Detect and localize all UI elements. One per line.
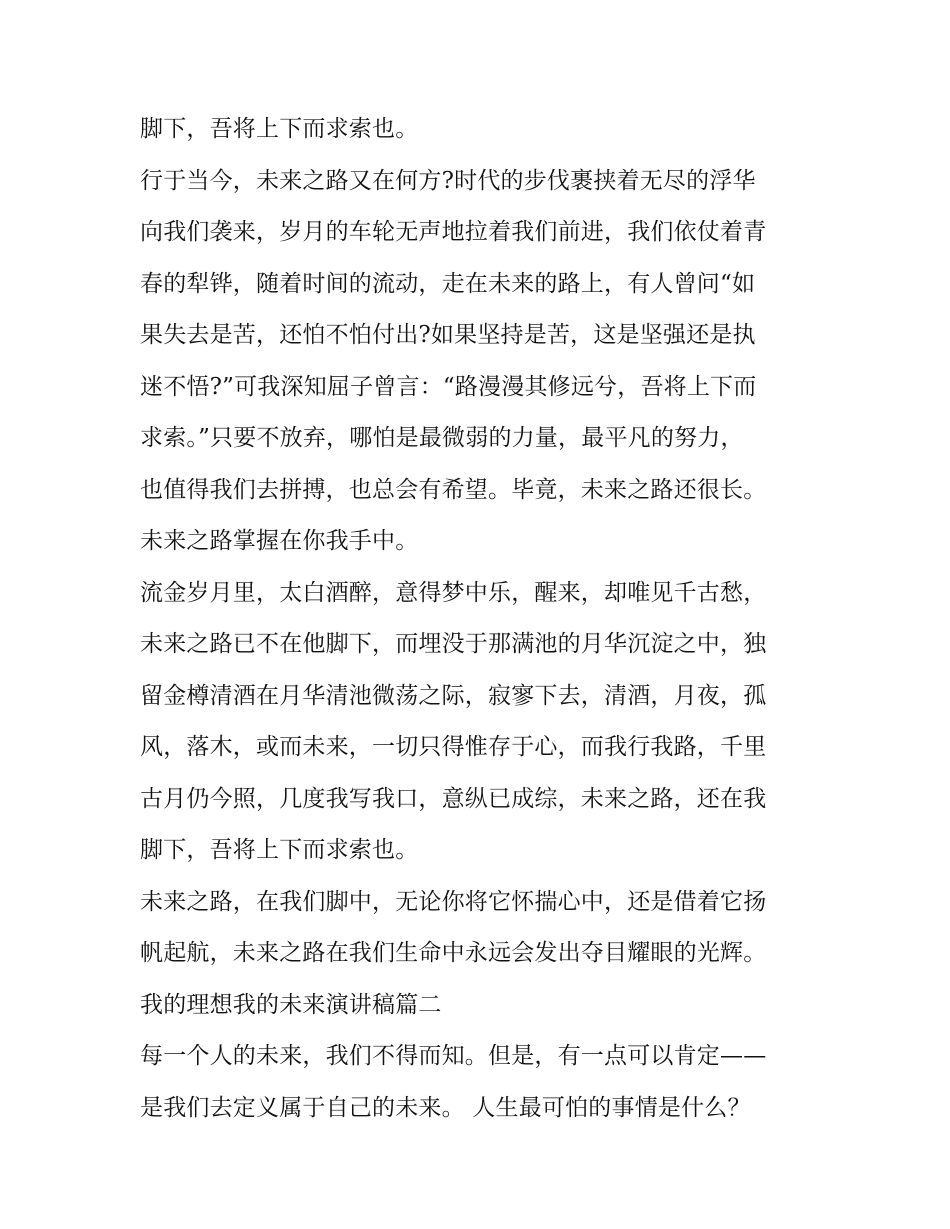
text-line: 脚下，吾将上下而求索也。 [140,116,419,142]
paragraph-5 [140,877,830,980]
paragraph-2 [140,156,830,517]
text-line: 未来之路已不在他脚下，而埋没于那满池的月华沉淀之中，独 [140,631,767,657]
section-heading [140,980,830,1032]
document-page [140,104,830,1134]
text-line: 迷不悟?”可我深知屈子曾言：“路漫漫其修远兮，吾将上下而 [140,373,757,400]
text-line: 古月仍今照，几度我写我口，意纵已成综，未来之路，还在我 [140,785,767,812]
text-line: 帆起航，未来之路在我们生命中永远会发出夺目耀眼的光辉。 [140,940,767,966]
text-line: 行于当今，未来之路又在何方?时代的步伐裹挟着无尽的浮华 [140,167,756,194]
text-line: 向我们袭来，岁月的车轮无声地拉着我们前进，我们依仗着青 [140,219,767,245]
text-line: 每一个人的未来，我们不得而知。但是，有一点可以肯定—— [140,1043,767,1069]
text-line: 留金樽清酒在月华清池微荡之际，寂寥下去，清酒，月夜，孤 [140,682,767,709]
paragraph-6 [140,1031,830,1134]
text-line: 未来之路，在我们脚中，无论你将它怀揣心中，还是借着它扬 [140,888,767,915]
paragraph-4 [140,568,830,877]
paragraph-3 [140,516,830,568]
text-line: 求索。”只要不放弃，哪怕是最微弱的力量，最平凡的努力， [140,425,744,451]
text-line: 是我们去定义属于自己的未来。 人生最可怕的事情是什么？ [140,1094,751,1121]
text-line: 也值得我们去拼搏，也总会有希望。毕竟，未来之路还很长。 [140,476,767,503]
paragraph-1 [140,104,830,156]
text-line: 我的理想我的未来演讲稿篇二 [140,991,442,1018]
text-line: 未来之路掌握在你我手中。 [140,528,419,554]
text-line: 流金岁月里，太白酒醉，意得梦中乐，醒来，却唯见千古愁， [140,579,767,606]
text-line: 脚下，吾将上下而求索也。 [140,837,419,863]
text-line: 春的犁铧，随着时间的流动，走在未来的路上，有人曾问“如 [140,270,756,297]
text-line: 果失去是苦，还怕不怕付出?如果坚持是苦，这是坚强还是执 [140,322,756,348]
text-line: 风，落木，或而未来，一切只得惟存于心，而我行我路，千里 [140,734,767,760]
